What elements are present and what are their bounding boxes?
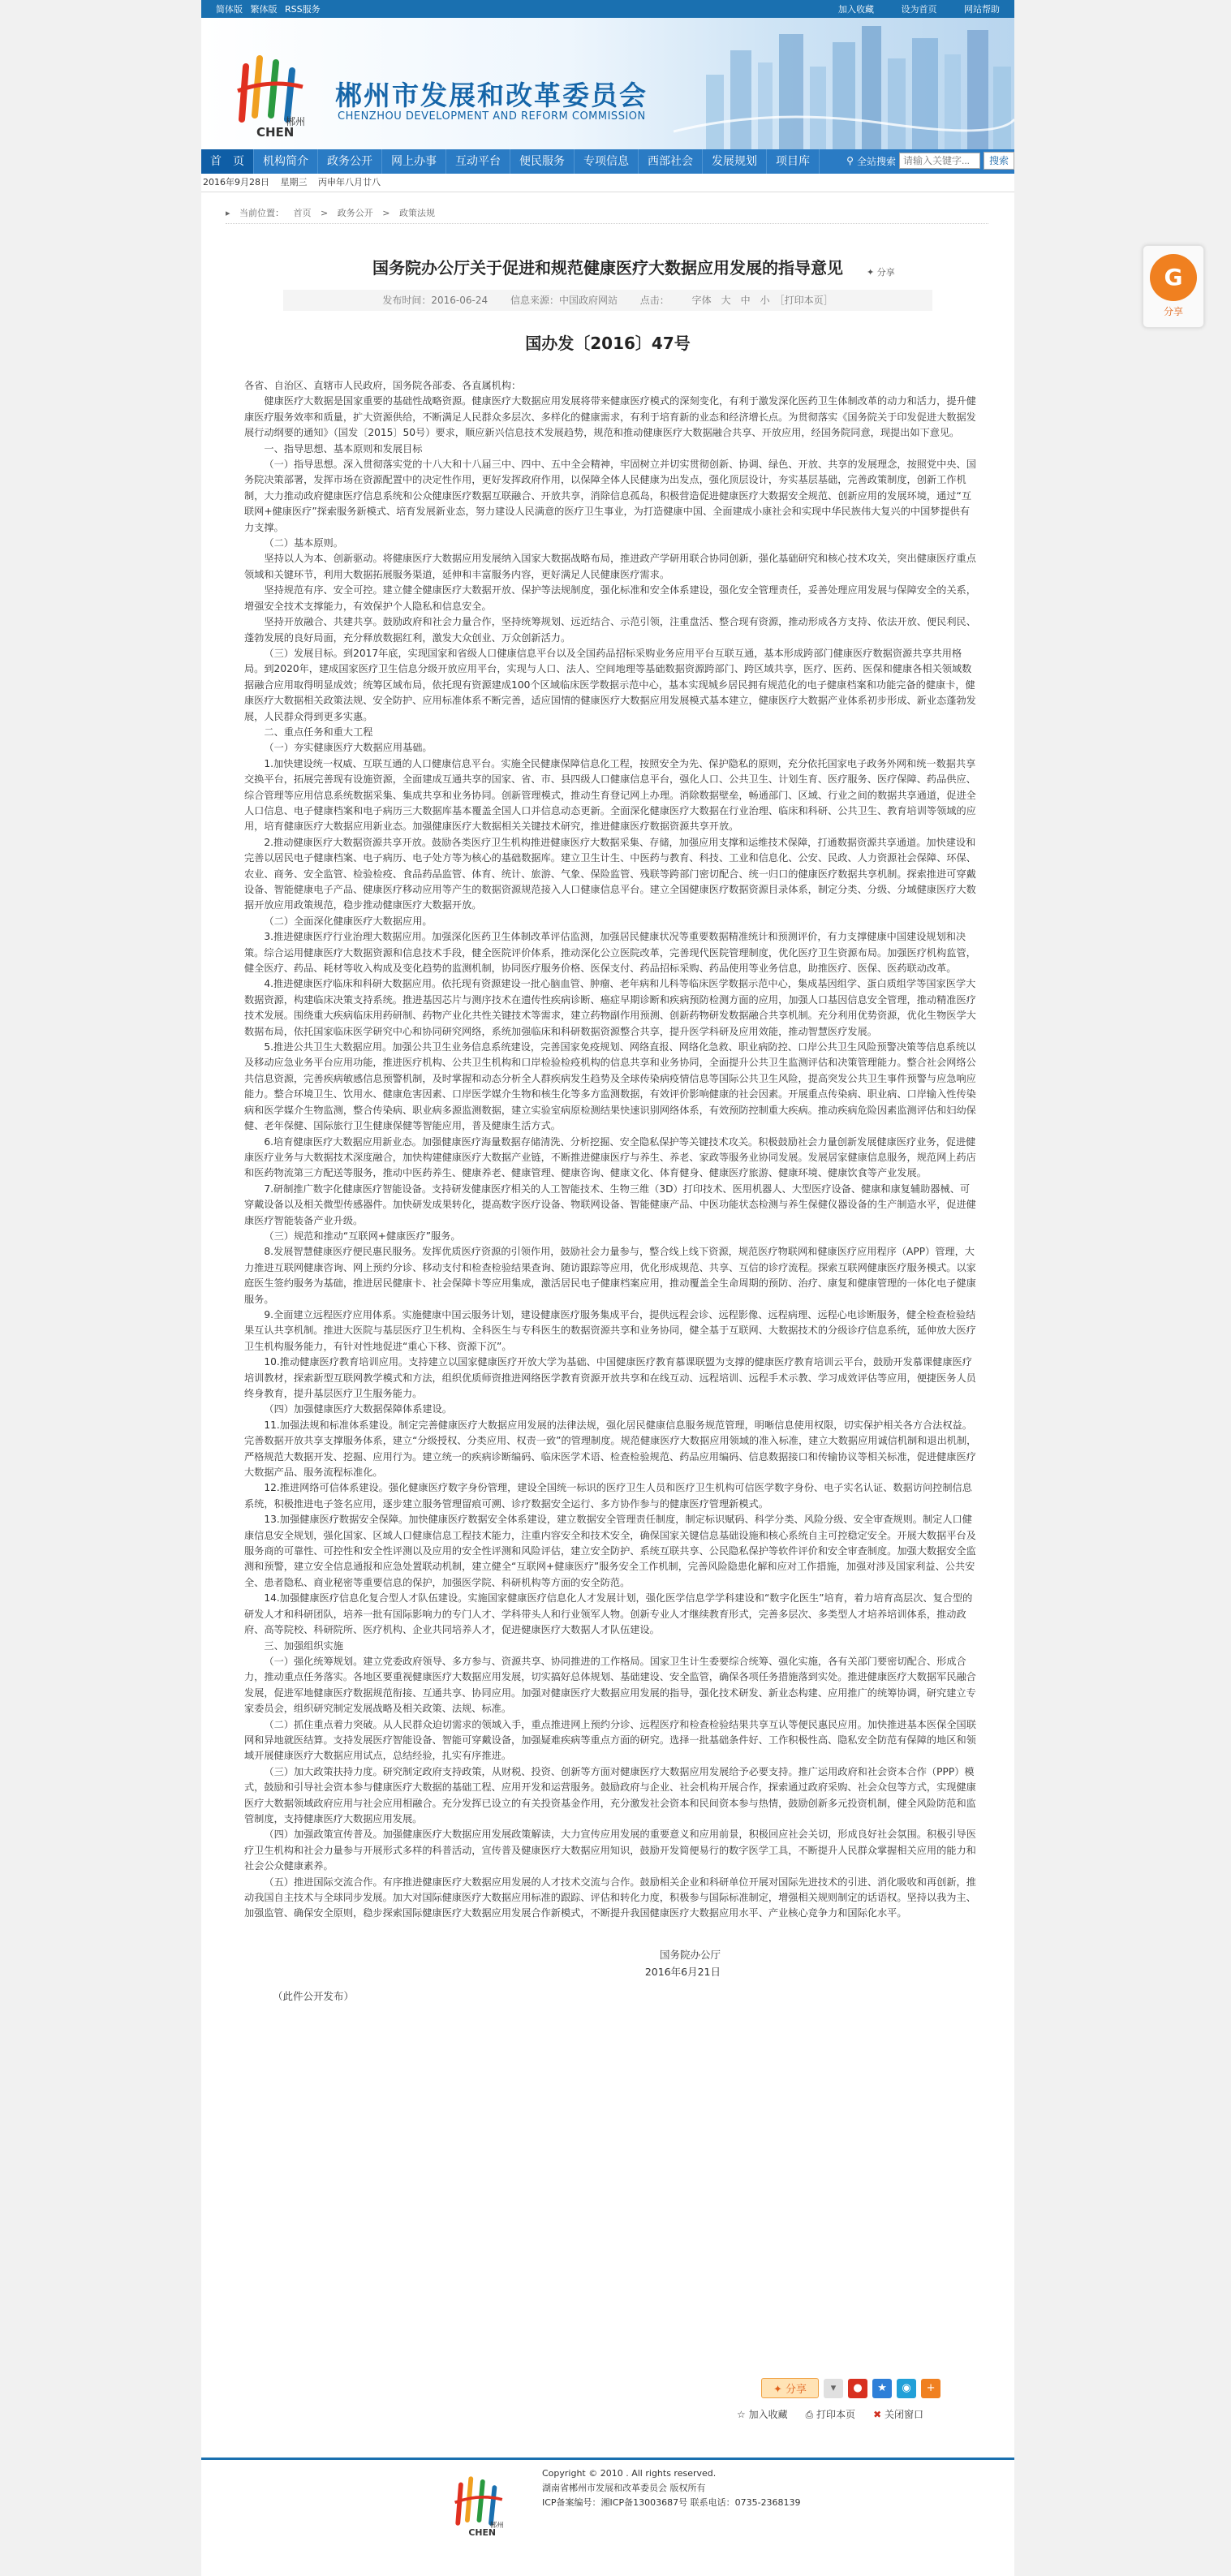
article-body bbox=[244, 378, 979, 1922]
footer-logo bbox=[448, 2473, 521, 2538]
share-mini-label: 分享 bbox=[876, 267, 895, 278]
top-links bbox=[216, 2, 325, 15]
article-paragraph: 二、重点任务和重大工程 bbox=[264, 726, 373, 738]
article-paragraph: （三）规范和推动“互联网+健康医疗”服务。 bbox=[264, 1230, 461, 1242]
print-label: 打印本页 bbox=[816, 2409, 856, 2420]
page-container bbox=[201, 0, 1014, 2574]
article-paragraph: 11.加强法规和标准体系建设。制定完善健康医疗大数据应用发展的法律法规，强化居民健康信息服务规范管理，明晰信息使用权限，切实保护相关各方合法权益。完善数据开放共享支撑服务体系，建立“分级授权、分类应用、权责一致”的管理制度。规范健康医疗大数据应用领域的准入标准，建立大数据应用诚信机制和退出机制，严格规范大数据开发、挖掘、应用行为。建立统一的疾病诊断编码、临床医学术语、检查检验规范、药品应用编码、信息数据接口和传输协议等相关标准，促进健康医疗大数据产品、服务流程标准化。 bbox=[244, 1419, 977, 1479]
click-count: 点击： bbox=[639, 295, 669, 306]
article-paragraph: 2.推动健康医疗大数据资源共享开放。鼓励各类医疗卫生机构推进健康医疗大数据采集、存储，加强应用支撑和运维技术保障，打通数据资源共享通道。加快建设和完善以居民电子健康档案、电子病历、电子处方等为核心的基础数据库。建立卫生计生、中医药与教育、科技、工业和信息化、公安、民政、人力资源社会保障、环保、农业、商务、安全监管、检验检疫、食品药品监管、体育、统计、旅游、气象、保险监管、残联等跨部门密切配合、统一归口的健康医疗数据共享机制。探索推进可穿戴设备、智能健康电子产品、健康医疗移动应用等产生的数据资源规范接入人口健康信息平台。建立全国健康医疗数据资源目录体系，制定分类、分级、分域健康医疗大数据开放应用政策规范，稳步推动健康医疗大数据开放。 bbox=[244, 836, 976, 911]
main-nav bbox=[201, 149, 1014, 174]
article-paragraph: 一、指导思想、基本原则和发展目标 bbox=[264, 442, 423, 454]
nav-online-services[interactable]: 网上办事 bbox=[382, 149, 446, 174]
site-title-en: CHENZHOU DEVELOPMENT AND REFORM COMMISSION bbox=[338, 110, 646, 123]
share-icon: ✦ bbox=[867, 267, 875, 278]
article-paragraph: 4.推进健康医疗临床和科研大数据应用。依托现有资源建设一批心脑血管、肿瘤、老年病和儿科等临床医学数据示范中心，集成基因组学、蛋白质组学等国家医学大数据资源，构建临床决策支持系统。推进基因芯片与测序技术在遗传性疾病诊断、癌症早期诊断和疾病预防检测方面的应用，加强人口基因信息安全管理，推动精准医疗技术发展。围绕重大疾病临床用药研制、药物产业化共性关键技术等需求，建立药物副作用预测、创新药物研发数据融合共享机制。充分利用优势资源，优化生物医学大数据布局，依托国家临床医学研究中心和协同研究网络，系统加强临床和科研数据资源整合共享，提升医学科研及应用效能，推动智慧医疗发展。 bbox=[244, 978, 976, 1037]
footer-icp: ICP备案编号：湘ICP备13003687号 联系电话：0735-2368139 bbox=[542, 2497, 801, 2508]
article-paragraph: 13.加强健康医疗数据安全保障。加快健康医疗数据安全体系建设，建立数据安全管理责任制度，制定标识赋码、科学分类、风险分级、安全审查规则。制定人口健康信息安全规划，强化国家、区域人口健康信息工程技术能力，注重内容安全和技术安全，确保国家关键信息基础设施和核心系统自主可控稳定安全。开展大数据平台及服务商的可靠性、可控性和安全性评测以及应用的安全性评测和风险评估，建立安全防护、系统互联共享、公民隐私保护等软件评价和安全审查制度。加强大数据安全监测和预警，建立安全信息通报和应急处置联动机制，建立健全“互联网+健康医疗”服务安全工作机制，完善风险隐患化解和应对工作措施，加强对涉及国家利益、公共安全、患者隐私、商业秘密等重要信息的保护，加强医学院、科研机构等方面的安全防范。 bbox=[244, 1514, 976, 1588]
footer-copyright: Copyright © 2010 . All rights reserved. bbox=[542, 2468, 717, 2479]
publish-date: 发布时间：2016-06-24 bbox=[382, 295, 489, 306]
breadcrumb-sep: > bbox=[321, 208, 329, 218]
search-button[interactable]: 搜索 bbox=[984, 152, 1014, 170]
article-paragraph: 5.推进公共卫生大数据应用。加强公共卫生业务信息系统建设，完善国家免疫规划、网络直报、网络化急救、职业病防控、口岸公共卫生风险预警决策等信息系统以及移动应急业务平台应用功能，推进医疗机构、公共卫生机构和口岸检验检疫机构的信息共享和业务协同，全面提升公共卫生监测评估和决策管理能力。整合社会网络公共信息资源，完善疾病敏感信息预警机制，及时掌握和动态分析全人群疾病发生趋势及全球传染病疫情信息等国际公共卫生风险，提高突发公共卫生事件预警与应急响应能力。整合环境卫生、饮用水、健康危害因素、口岸医学媒介生物和核生化等多方监测数据，有效评价影响健康的社会因素。开展重点传染病、职业病、口岸输入性传染病和医学媒介生物监测，整合传染病、职业病多源监测数据，建立实验室病原检测结果快速识别网络体系，有效预防控制重大疾病。推动疾病危险因素监测评估和妇幼保健、老年保健、国际旅行卫生健康保健等智能应用，普及健康生活方式。 bbox=[244, 1041, 976, 1132]
share-logo-icon: G bbox=[1150, 254, 1197, 301]
share-mini-button[interactable] bbox=[867, 265, 895, 278]
rss-link[interactable]: RSS服务 bbox=[285, 4, 321, 15]
site-help-link[interactable]: 网站帮助 bbox=[964, 4, 1000, 15]
publish-note: （此件公开发布） bbox=[273, 1989, 355, 2002]
qzone-share-icon[interactable]: ★ bbox=[872, 2379, 892, 2398]
article-paragraph: 3.推进健康医疗行业治理大数据应用。加强深化医药卫生体制改革评估监测，加强居民健康状况等重要数据精准统计和预测评价，有力支撑健康中国建设规划和决策。综合运用健康医疗大数据资源和信息技术手段，健全医院评价体系，推动深化公立医院改革，完善现代医院管理制度，优化医疗卫生资源布局。加强医疗机构监管，健全医疗、药品、耗材等收入构成及变化趋势的监测机制，协同医疗服务价格、医保支付、药品招标采购、药品使用等业务信息，助推医疗、医保、医药联动改革。 bbox=[244, 931, 976, 975]
article-paragraph: （二）全面深化健康医疗大数据应用。 bbox=[264, 915, 433, 927]
article-paragraph: （一）夯实健康医疗大数据应用基础。 bbox=[264, 742, 433, 754]
lunar-date: 丙申年八月廿八 bbox=[318, 177, 381, 187]
footer-owner: 湖南省郴州市发展和改革委员会 版权所有 bbox=[542, 2483, 706, 2493]
share-bar bbox=[761, 2378, 940, 2398]
breadcrumb-sep: > bbox=[382, 208, 390, 218]
simplified-link[interactable]: 简体版 bbox=[216, 4, 243, 15]
add-favorite-link[interactable]: 加入收藏 bbox=[838, 4, 874, 15]
site-logo[interactable] bbox=[234, 50, 323, 140]
location-icon: ▸ bbox=[226, 208, 230, 218]
breadcrumb-gov[interactable]: 政务公开 bbox=[337, 208, 373, 218]
article-paragraph: （五）推进国际交流合作。有序推进健康医疗大数据应用发展的人才技术交流与合作。鼓励相关企业和科研单位开展对国际先进技术的引进、消化吸收和再创新，推动我国自主技术与全球同步发展。加大对国际健康医疗大数据应用标准的跟踪、评估和转化力度，积极参与国际标准制定，增强相关规则制定的话语权。坚持以我为主、加强监管、确保安全原则，稳步探索国际健康医疗大数据应用发展合作新模式，不断提升我国健康医疗大数据应用水平、产业核心竞争力和国际化水平。 bbox=[244, 1876, 976, 1919]
article-paragraph: （一）指导思想。深入贯彻落实党的十八大和十八届三中、四中、五中全会精神，牢固树立并切实贯彻创新、协调、绿色、开放、共享的发展理念，按照党中央、国务院决策部署，发挥市场在资源配置中的决定性作用，更好发挥政府作用，以保障全体人民健康为出发点，强化顶层设计，夯实基层基础，完善政策制度，创新工作机制，大力推动政府健康医疗信息系统和公众健康医疗数据互联融合、开放共享，消除信息孤岛，积极营造促进健康医疗大数据安全规范、创新应用的发展环境，通过“互联网+健康医疗”探索服务新模式、培育发展新业态，努力建设人民满意的医疗卫生事业，为打造健康中国、全面建成小康社会和实现中华民族伟大复兴的中国梦提供有力支撑。 bbox=[244, 459, 976, 533]
site-search bbox=[846, 152, 1014, 170]
search-input[interactable] bbox=[899, 153, 980, 169]
more-share-icon[interactable]: + bbox=[921, 2379, 940, 2398]
top-right-links bbox=[814, 2, 1000, 15]
article-paragraph: （三）加大政策扶持力度。研究制定政府支持政策，从财税、投资、创新等方面对健康医疗大数据应用发展给予必要支持。推广运用政府和社会资本合作（PPP）模式，鼓励和引导社会资本参与健康医疗大数据的基础工程、应用开发和运营服务。鼓励政府与企业、社会机构开展合作，探索通过政府采购、社会众包等方式，实现健康医疗大数据领域政府应用与社会应用相融合。充分发挥已设立的有关投资基金作用，充分激发社会资本和民间资本参与热情，鼓励创新多元投资机制，健全风险防范和监管制度，支持健康医疗大数据应用发展。 bbox=[244, 1765, 976, 1824]
share-dropdown-icon[interactable]: ▾ bbox=[824, 2379, 843, 2398]
set-homepage-link[interactable]: 设为首页 bbox=[901, 4, 937, 15]
article-paragraph: 坚持开放融合、共建共享。鼓励政府和社会力量合作，坚持统筹规划、远近结合、示范引领，注重盘活、整合现有资源，推动形成各方支持、依法开放、便民利民、蓬勃发展的良好局面，充分释放数据红利，激发大众创业、万众创新活力。 bbox=[244, 616, 976, 644]
footer-text bbox=[542, 2466, 801, 2510]
search-icon: ⚲ bbox=[846, 155, 854, 166]
print-tool[interactable] bbox=[806, 2407, 855, 2421]
share-icon: ✦ bbox=[773, 2384, 782, 2396]
nav-public-services[interactable]: 便民服务 bbox=[510, 149, 575, 174]
article-paragraph: 14.加强健康医疗信息化复合型人才队伍建设。实施国家健康医疗信息化人才发展计划，强化医学信息学学科建设和“数字化医生”培育，着力培育高层次、复合型的研发人才和科研团队，培养一批有国际影响力的专门人才、学科带头人和行业领军人物。创新专业人才继续教育形式，完善多层次、多类型人才培养培训体系，推动政府、高等院校、科研院所、医疗机构、企业共同培养人才，促进健康医疗大数据人才队伍建设。 bbox=[244, 1592, 973, 1636]
share-button-label: 分享 bbox=[786, 2384, 807, 2396]
article-paragraph: 坚持规范有序、安全可控。建立健全健康医疗大数据开放、保护等法规制度，强化标准和安全体系建设，强化安全管理责任，妥善处理应用发展与保障安全的关系，增强安全技术支撑能力，有效保护个人隐私和信息安全。 bbox=[244, 584, 976, 612]
article-paragraph: 1.加快建设统一权威、互联互通的人口健康信息平台。实施全民健康保障信息化工程，按照安全为先、保护隐私的原则，充分依托国家电子政务外网和统一数据共享交换平台，拓展完善现有设施资源，全面建成互通共享的国家、省、市、县四级人口健康信息平台，强化人口、公共卫生、计划生育、医疗服务、医疗保障、药品供应、综合管理等应用信息系统数据采集、集成共享和业务协同。创新管理模式，推动生育登记网上办理。消除数据壁垒，畅通部门、区域、行业之间的数据共享通道，促进全人口信息、电子健康档案和电子病历三大数据库基本覆盖全国人口并信息动态更新。全面深化健康医疗大数据在行业治理、临床和科研、公共卫生、教育培训等领域的应用，培育健康医疗大数据应用新业态。加强健康医疗大数据相关关键技术研究，推进健康医疗数据资源共享开放。 bbox=[244, 757, 976, 833]
nav-about[interactable]: 机构简介 bbox=[254, 149, 318, 174]
date-bar bbox=[201, 174, 1014, 192]
nav-home[interactable]: 首 页 bbox=[201, 149, 254, 174]
footer-logo-text: 郴州 bbox=[489, 2521, 504, 2530]
footer bbox=[201, 2458, 1014, 2576]
article-meta bbox=[283, 290, 932, 311]
print-icon: ⎙ bbox=[805, 2409, 814, 2420]
article-paragraph: 8.发展智慧健康医疗便民惠民服务。发挥优质医疗资源的引领作用，鼓励社会力量参与，整合线上线下资源，规范医疗物联网和健康医疗应用程序（APP）管理，大力推进互联网健康咨询、网上预约分诊、移动支付和检查检验结果查询、随访跟踪等应用，优化形成规范、共享、互信的诊疗流程。探索互联网健康医疗服务模式。以家庭医生签约服务为基础，推进居民健康卡、社会保障卡等应用集成，激活居民电子健康档案应用，推动覆盖全生命周期的预防、治疗、康复和健康管理的一体化电子健康服务。 bbox=[244, 1246, 976, 1305]
article-paragraph: 12.推进网络可信体系建设。强化健康医疗数字身份管理，建设全国统一标识的医疗卫生人员和医疗卫生机构可信医学数字身份、电子实名认证、数据访问控制信息系统，积极推进电子签名应用，逐步建立服务管理留痕可溯、诊疗数据安全运行、多方协作参与的健康医疗管理新模式。 bbox=[244, 1482, 972, 1510]
logo-text: 郴州 bbox=[286, 116, 306, 127]
close-window-label: 关闭窗口 bbox=[884, 2409, 923, 2420]
article-paragraph: 6.培育健康医疗大数据应用新业态。加强健康医疗海量数据存储清洗、分析挖掘、安全隐私保护等关键技术攻关。积极鼓励社会力量创新发展健康医疗业务，促进健康医疗业务与大数据技术深度融合，加快构建健康医疗大数据产业链，不断推进健康医疗与养生、养老、家政等服务业协同发展。发展居家健康信息服务，规范网上药店和医药物流第三方配送等服务，推动中医药养生、健康养老、健康管理、健康咨询、健康文化、体育健身、健康医疗旅游、健康环境、健康饮食等产业发展。 bbox=[244, 1135, 976, 1179]
article-paragraph: 9.全面建立远程医疗应用体系。实施健康中国云服务计划，建设健康医疗服务集成平台，提供远程会诊、远程影像、远程病理、远程心电诊断服务，健全检查检验结果互认共享机制。推进大医院与基层医疗卫生机构、全科医生与专科医生的数据资源共享和业务协同，健全基于互联网、大数据技术的分级诊疗信息系统，延伸放大医疗卫生机构服务能力，有针对性地促进“重心下移、资源下沉”。 bbox=[244, 1308, 976, 1352]
signature-org: 国务院办公厅 bbox=[659, 1948, 721, 1961]
page-tools bbox=[737, 2407, 923, 2421]
article-paragraph: 10.推动健康医疗教育培训应用。支持建立以国家健康医疗开放大学为基础、中国健康医疗教育慕课联盟为支撑的健康医疗教育培训云平台，鼓励开发慕课健康医疗培训教材，探索新型互联网教学模式和方法，组织优质师资推进网络医学教育资源开放共享和在线互动、远程培训、远程手术示教、学习成效评估等应用，便捷医务人员终身教育，提升基层医疗卫生服务能力。 bbox=[244, 1356, 976, 1399]
close-window-tool[interactable] bbox=[873, 2407, 923, 2421]
current-date: 2016年9月28日 bbox=[203, 177, 269, 187]
article-paragraph: （三）发展目标。到2017年底，实现国家和省级人口健康信息平台以及全国药品招标采购业务应用平台互联互通，基本形成跨部门健康医疗数据资源共享共用格局。到2020年，建成国家医疗卫生信息分级开放应用平台，实现与人口、法人、空间地理等基础数据资源跨部门、跨区域共享，医疗、医药、医保和健康各相关领域数据融合应用取得明显成效；统筹区域布局，依托现有资源建成100个区域临床医学数据示范中心，基本实现城乡居民拥有规范化的电子健康档案和功能完备的健康卡，健康医疗大数据相关政策法规、安全防护、应用标准体系不断完善，适应国情的健康医疗大数据应用发展模式基本建立，健康医疗大数据产业体系初步形成、新业态蓬勃发展，人民群众得到更多实惠。 bbox=[244, 647, 976, 722]
article-paragraph: （二）抓住重点着力突破。从人民群众迫切需求的领域入手，重点推进网上预约分诊、远程医疗和检查检验结果共享互认等便民惠民应用。加快推进基本医保全国联网和异地就医结算。支持发展医疗智能设备、智能可穿戴设备，加强疑难疾病等重点方面的研究。选择一批基础条件好、工作积极性高、隐私安全防范有保障的地区和领域开展健康医疗大数据应用试点，总结经验，扎实有序推进。 bbox=[244, 1718, 976, 1762]
article-paragraph: 健康医疗大数据是国家重要的基础性战略资源。健康医疗大数据应用发展将带来健康医疗模式的深刻变化，有利于激发深化医药卫生体制改革的动力和活力，提升健康医疗服务效率和质量，扩大资源供给，不断满足人民群众多层次、多样化的健康需求，有利于培育新的业态和经济增长点。为贯彻落实《国务院关于印发促进大数据发展行动纲要的通知》（国发〔2015〕50号）要求，顺应新兴信息技术发展趋势，规范和推动健康医疗大数据融合共享、开放应用，经国务院同意，现提出如下意见。 bbox=[244, 395, 976, 439]
breadcrumb-home[interactable]: 首页 bbox=[293, 208, 312, 218]
breadcrumb bbox=[226, 204, 988, 224]
nav-gov-affairs[interactable]: 政务公开 bbox=[318, 149, 382, 174]
article-paragraph: （一）强化统筹规划。建立党委政府领导、多方参与、资源共享、协同推进的工作格局。国家卫生计生委要综合统筹、强化实施，各有关部门要密切配合、形成合力，推动重点任务落实。各地区要重视健康医疗大数据应用发展，切实搞好总体规划、基础建设、安全监管，确保各项任务措施落到实处。推进健康医疗大数据军民融合发展，促进军地健康医疗数据规范衔接、互通共享、协同应用。加强对健康医疗大数据应用发展的指导，强化技术研发、新业态构建、应用推广的统筹协调，研究建立专家委员会，组织研究制定发展战略及相关政策、法规、标准。 bbox=[244, 1655, 976, 1715]
add-favorite-tool[interactable] bbox=[737, 2407, 788, 2421]
article-paragraph: 7.研制推广数字化健康医疗智能设备。支持研发健康医疗相关的人工智能技术、生物三维（3D）打印技术、医用机器人、大型医疗设备、健康和康复辅助器械、可穿戴设备以及相关微型传感器件。加快研发成果转化，提高数字医疗设备、物联网设备、智能健康产品、中医功能状态检测与养生保健仪器设备的生产制造水平，促进健康医疗智能装备产业升级。 bbox=[244, 1182, 976, 1226]
nav-western-society[interactable]: 西部社会 bbox=[639, 149, 703, 174]
side-share-widget[interactable] bbox=[1143, 245, 1204, 328]
nav-interaction[interactable]: 互动平台 bbox=[446, 149, 510, 174]
document-number: 国办发〔2016〕47号 bbox=[525, 334, 691, 353]
close-icon: ✖ bbox=[873, 2409, 882, 2420]
tencent-share-icon[interactable]: ◉ bbox=[897, 2379, 916, 2398]
site-header bbox=[201, 18, 1014, 149]
weibo-share-icon[interactable]: ● bbox=[848, 2379, 867, 2398]
nav-development-planning[interactable]: 发展规划 bbox=[703, 149, 767, 174]
site-title: 郴州市发展和改革委员会 bbox=[335, 80, 648, 111]
star-icon: ☆ bbox=[737, 2409, 746, 2420]
article-paragraph: 坚持以人为本、创新驱动。将健康医疗大数据应用发展纳入国家大数据战略布局，推进政产学研用联合协同创新，强化基础研究和核心技术攻关，突出健康医疗重点领域和关键环节，利用大数据拓展服务渠道，延伸和丰富服务内容，更好满足人民健康医疗需求。 bbox=[244, 553, 976, 580]
info-source: 信息来源：中国政府网站 bbox=[510, 295, 618, 306]
share-button[interactable] bbox=[761, 2378, 819, 2398]
weekday: 星期三 bbox=[280, 177, 308, 187]
signature-date: 2016年6月21日 bbox=[644, 1965, 721, 1978]
top-bar bbox=[201, 0, 1014, 18]
breadcrumb-label: 当前位置： bbox=[239, 208, 285, 218]
article-paragraph: （四）加强政策宣传普及。加强健康医疗大数据应用发展政策解读，大力宣传应用发展的重要意义和应用前景，积极回应社会关切，形成良好社会氛围。积极引导医疗卫生机构和社会力量参与开展形式多样的科普活动，宣传普及健康医疗大数据应用知识，鼓励开发简便易行的数字医学工具，不断提升人民群众掌握相关应用的能力和社会公众健康素养。 bbox=[244, 1829, 976, 1872]
add-favorite-label: 加入收藏 bbox=[748, 2409, 788, 2420]
font-size-controls[interactable]: 字体 大 中 小 ［打印本页］ bbox=[691, 295, 833, 306]
search-label: 全站搜索 bbox=[856, 155, 896, 167]
article-paragraph: （二）基本原则。 bbox=[264, 537, 343, 549]
signature bbox=[201, 1946, 721, 1980]
footer-logo-sub: CHEN bbox=[468, 2527, 497, 2538]
nav-project-library[interactable]: 项目库 bbox=[767, 149, 820, 174]
article-paragraph: 三、加强组织实施 bbox=[264, 1639, 343, 1652]
traditional-link[interactable]: 繁体版 bbox=[250, 4, 278, 15]
side-share-label: 分享 bbox=[1163, 306, 1183, 317]
logo-sub: CHEN bbox=[256, 125, 295, 140]
breadcrumb-policy[interactable]: 政策法规 bbox=[398, 208, 435, 218]
article-paragraph: （四）加强健康医疗大数据保障体系建设。 bbox=[264, 1403, 452, 1415]
skyline-image bbox=[674, 18, 1014, 149]
nav-special-info[interactable]: 专项信息 bbox=[575, 149, 639, 174]
article-title: 国务院办公厅关于促进和规范健康医疗大数据应用发展的指导意见 bbox=[372, 258, 843, 278]
article-paragraph: 各省、自治区、直辖市人民政府，国务院各部委、各直属机构： bbox=[244, 380, 522, 391]
